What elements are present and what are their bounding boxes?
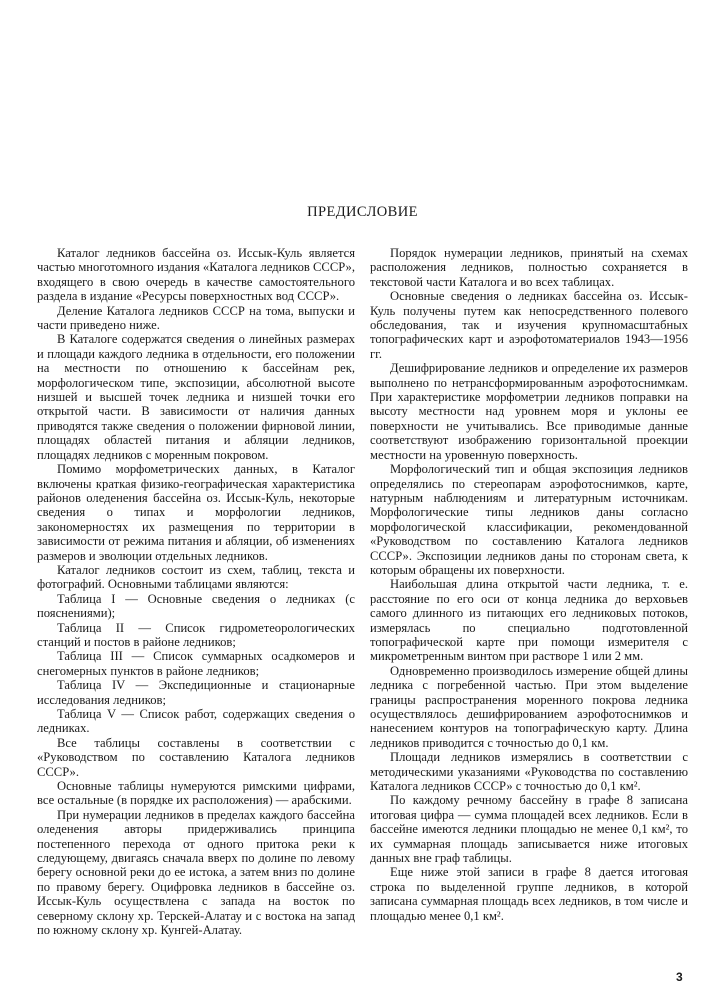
page-number: 3 <box>676 970 683 984</box>
paragraph: При нумерации ледников в пределах каждого бассейна оледенения авторы придерживались принципа постепенного перехода от одного притока реки к следующему, двигаясь сначала вверх по долине по левому берегу основной реки до ее истока, а затем вниз по долине по правому берегу. Оцифровка ледников в бассейне оз. Иссык-Куль осуществлена с запада на восток по северному склону хр. Терскей-Алатау и с востока на запад по южному склону хр. Кунгей-Алатау. <box>37 807 355 938</box>
page-title: ПРЕДИСЛОВИЕ <box>307 204 418 220</box>
table-list-item: Таблица III — Список суммарных осадкомеров и снегомерных пунктов в районе ледников; <box>37 649 355 678</box>
table-list-item: Таблица IV — Экспедиционные и стационарные исследования ледников; <box>37 678 355 707</box>
right-column <box>370 246 688 923</box>
left-column <box>37 246 355 938</box>
paragraph: Деление Каталога ледников СССР на тома, выпуски и части приведено ниже. <box>37 303 355 333</box>
paragraph: Помимо морфометрических данных, в Каталог включены краткая физико-географическая характеристика районов оледенения бассейна оз. Иссык-Куль, некоторые сведения о типах и морфологии ледников, закономерностях их размещения по территории в зависимости от режима питания и абляции, об изменениях размеров и эволюции отдельных ледников. <box>37 462 355 563</box>
paragraph: В Каталоге содержатся сведения о линейных размерах и площади каждого ледника в отдельности, его положении на местности по отношению к бассейнам рек, морфологическом типе, экспозиции, абсолютной высоте низшей и высшей точек ледника и низшей точки его открытой части. В зависимости от наличия данных приводятся также сведения о положении фирновой линии, площадях областей питания и абляции ледников, площадях ледников с моренным покровом. <box>37 332 355 462</box>
paragraph: Основные таблицы нумеруются римскими цифрами, все остальные (в порядке их расположения) — арабскими. <box>37 779 355 808</box>
paragraph: Дешифрирование ледников и определение их размеров выполнено по нетрансформированным аэрофотоснимкам. При характеристике морфометрии ледников поправки на высоту местности над уровнем моря и уклоны ее поверхности не учитывались. Все приводимые данные соответствуют изображению горизонтальной проекции местности на уровенную поверхность. <box>370 361 688 462</box>
paragraph: Все таблицы составлены в соответствии с «Руководством по составлению Каталога ледников СССР». <box>37 735 355 779</box>
table-list-item: Таблица II — Список гидрометеорологических станций и постов в районе ледников; <box>37 620 355 649</box>
paragraph: Еще ниже этой записи в графе 8 дается итоговая строка по выделенной группе ледников, в которой записана суммарная площадь всех ледников, в том числе и площадью менее 0,1 км². <box>370 865 688 923</box>
paragraph: Морфологический тип и общая экспозиция ледников определялись по стереопарам аэрофотоснимков, карте, натурным наблюдениям и литературным источникам. Морфологические типы ледников даны согласно морфологической классификации, рекомендованной «Руководством по составлению Каталога ледников СССР». Экспозиции ледников даны по сторонам света, к которым обращены их поверхности. <box>370 462 688 577</box>
paragraph: Наибольшая длина открытой части ледника, т. е. расстояние по его оси от конца ледника до верховьев самого длинного из питающих его ледниковых потоков, измерялась по специально подготовленной топографической карте при помощи измерителя с микрометренным винтом при растворе 1 или 2 мм. <box>370 577 688 664</box>
paragraph: Основные сведения о ледниках бассейна оз. Иссык-Куль получены путем как непосредственного полевого обследования, так и изучения крупномасштабных топографических карт и аэрофотоматериалов 1943—1956 гг. <box>370 289 688 361</box>
table-list-item: Таблица V — Список работ, содержащих сведения о ледниках. <box>37 707 355 736</box>
paragraph: Каталог ледников состоит из схем, таблиц, текста и фотографий. Основными таблицами являются: <box>37 562 355 592</box>
paragraph: По каждому речному бассейну в графе 8 записана итоговая цифра — сумма площадей всех ледников. Если в бассейне имеются ледники площадью не менее 0,1 км², то их суммарная площадь записывается ниже итоговых данных вне граф таблицы. <box>370 793 688 866</box>
paragraph: Площади ледников измерялись в соответствии с методическими указаниями «Руководства по составлению Каталога ледников СССР» с точностью до 0,1 км². <box>370 750 688 794</box>
paragraph: Каталог ледников бассейна оз. Иссык-Куль является частью многотомного издания «Каталога ледников СССР», входящего в свою очередь в качестве самостоятельного раздела в издание «Ресурсы поверхностных вод СССР». <box>37 246 355 304</box>
paragraph: Одновременно производилось измерение общей длины ледника с погребенной частью. При этом выделение границы распространения моренного покрова ледника осуществлялось дешифрированием аэрофотоснимков и нанесением контуров на топографическую карту. Длина ледников приводится с точностью до 0,1 км. <box>370 663 688 750</box>
table-list-item: Таблица I — Основные сведения о ледниках (с пояснениями); <box>37 591 355 621</box>
paragraph: Порядок нумерации ледников, принятый на схемах расположения ледников, полностью сохраняется в текстовой части Каталога и во всех таблицах. <box>370 246 688 289</box>
